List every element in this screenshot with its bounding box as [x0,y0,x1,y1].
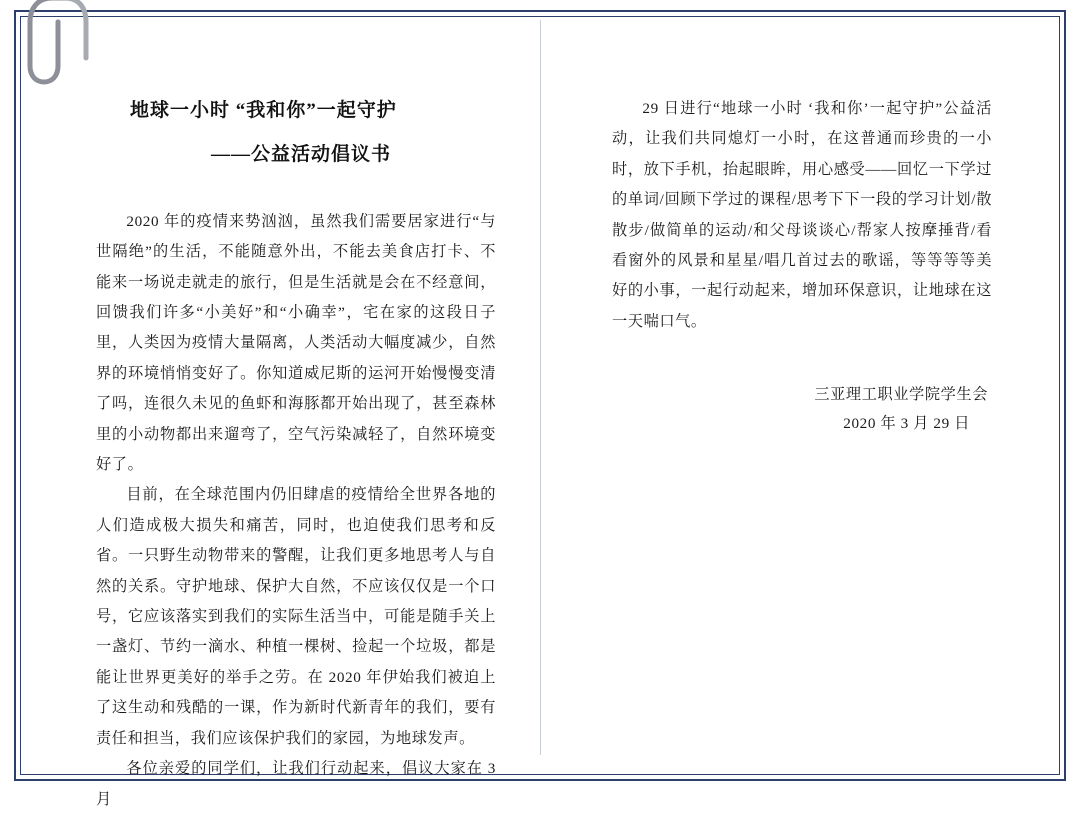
paragraph: 29 日进行“地球一小时 ‘我和你’一起守护”公益活动，让我们共同熄灯一小时，在这普通而珍贵的一小时，放下手机，抬起眼眸，用心感受——回忆一下学过的单词/回顾下学过的课程/思考下下一段的学习计划/散散步/做简单的运动/和父母谈谈心/帮家人按摩捶背/看看窗外的风景和星星/唱几首过去的歌谣，等等等等美好的小事，一起行动起来，增加环保意识，让地球在这一天喘口气。 [612,100,992,330]
paragraph: 2020 年的疫情来势汹汹，虽然我们需要居家进行“与世隔绝”的生活，不能随意外出，不能去美食店打卡、不能来一场说走就走的旅行，但是生活就是会在不经意间，回馈我们许多“小美好”和“小确幸”，宅在家的这段日子里，人类因为疫情大量隔离，人类活动大幅度减少，自然界的环境悄悄变好了。你知道威尼斯的运河开始慢慢变清了吗，连很久未见的鱼虾和海豚都开始出现了，甚至森林里的小动物都出来遛弯了，空气污染减轻了，自然环境变好了。 [96,212,496,474]
page-subtitle: ——公益活动倡议书 [210,144,391,166]
signature-date: 2020 年 3 月 29 日 [843,415,970,433]
left-column [96,16,496,808]
left-body [96,207,496,815]
right-column [612,16,992,756]
paragraph: 目前，在全球范围内仍旧肆虐的疫情给全世界各地的人们造成极大损失和痛苦，同时，也迫使我们思考和反省。一只野生动物带来的警醒，让我们更多地思考人与自然的关系。守护地球、保护大自然，不应该仅仅是一个口号，它应该落实到我们的实际生活当中，可能是随手关上一盏灯、节约一滴水、种植一棵树、捡起一个垃圾，都是能让世界更美好的举手之劳。在 2020 年伊始我们被迫上了这生动和残酷的一课，作为新时代新青年的我们，要有责任和担当，我们应该保护我们的家园，为地球发声。 [96,486,496,747]
paragraph: 各位亲爱的同学们，让我们行动起来，倡议大家在 3 月 [96,760,496,808]
signature-block [612,381,992,439]
signature-organization: 三亚理工职业学院学生会 [814,386,988,404]
paperclip-icon [22,0,92,86]
column-divider [540,20,541,755]
right-body [612,94,992,337]
page-title: 地球一小时 “我和你”一起守护 [130,100,397,121]
